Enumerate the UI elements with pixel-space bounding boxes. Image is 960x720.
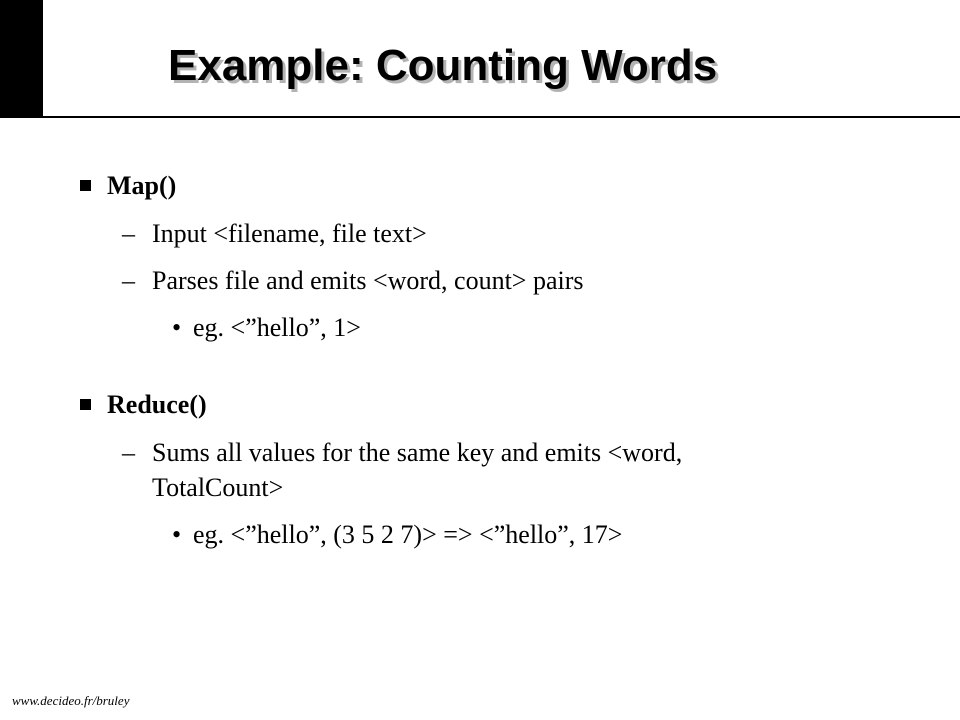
map-square-bullet — [80, 180, 91, 191]
reduce-example-dot: • — [172, 520, 182, 549]
reduce-sums-dash: – — [122, 438, 135, 467]
title-side-bar — [0, 0, 43, 118]
map-parse-dash: – — [122, 266, 135, 295]
title-underline-rule — [43, 116, 960, 118]
reduce-sums-item-line1: Sums all values for the same key and emits <word, — [152, 438, 683, 467]
map-input-item: Input <filename, file text> — [152, 219, 427, 248]
reduce-sums-item-line2: TotalCount> — [152, 473, 284, 502]
map-heading: Map() — [107, 171, 177, 200]
reduce-square-bullet — [80, 399, 91, 410]
footer-url: www.decideo.fr/bruley — [12, 693, 130, 708]
reduce-heading: Reduce() — [107, 390, 207, 419]
map-parse-item: Parses file and emits <word, count> pairs — [152, 266, 584, 295]
reduce-example: eg. <”hello”, (3 5 2 7)> => <”hello”, 17> — [193, 520, 623, 549]
map-input-dash: – — [122, 219, 135, 248]
map-example-dot: • — [172, 313, 182, 342]
map-example: eg. <”hello”, 1> — [193, 313, 361, 342]
slide-title: Example: Counting Words — [168, 41, 718, 90]
